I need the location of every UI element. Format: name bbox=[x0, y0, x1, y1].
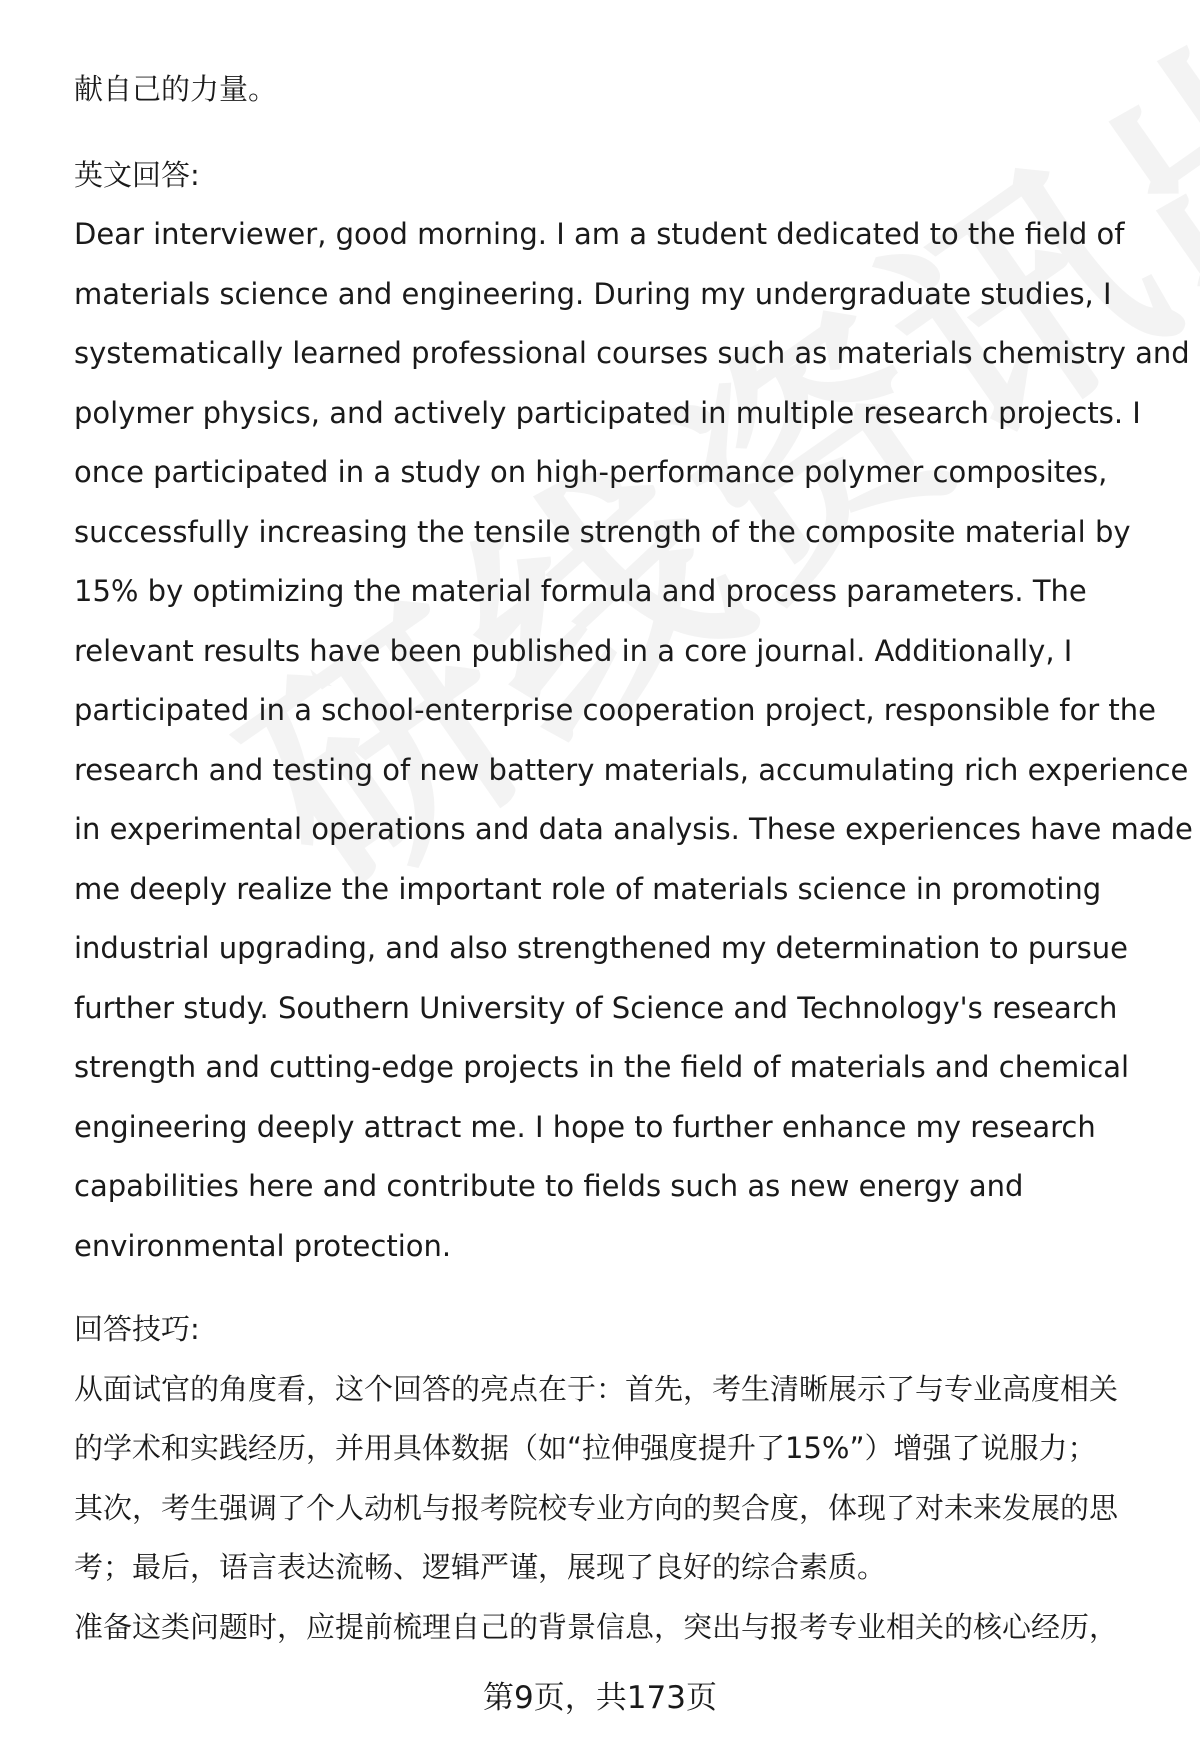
english-line: 15% by optimizing the material formula and process parameters. The bbox=[74, 574, 1087, 608]
tips-line: 从面试官的角度看，这个回答的亮点在于：首先，考生清晰展示了与专业高度相关 bbox=[74, 1371, 1119, 1406]
english-line: materials science and engineering. During my undergraduate studies, I bbox=[74, 276, 1112, 311]
tips-line: 准备这类问题时，应提前梳理自己的背景信息，突出与报考专业相关的核心经历， bbox=[74, 1609, 1119, 1644]
english-line: research and testing of new battery materials, accumulating rich experience bbox=[74, 752, 1189, 787]
tips-label: 回答技巧: bbox=[74, 1312, 200, 1346]
english-line: in experimental operations and data analysis. These experiences have made bbox=[74, 812, 1193, 846]
english-line: further study. Southern University of Science and Technology's research bbox=[74, 990, 1118, 1025]
english-line: capabilities here and contribute to fields such as new energy and bbox=[74, 1169, 1024, 1203]
english-line: relevant results have been published in a core journal. Additionally, I bbox=[74, 633, 1073, 668]
intro-tail: 献自己的力量。 bbox=[74, 72, 278, 106]
english-line: once participated in a study on high-performance polymer composites, bbox=[74, 455, 1108, 489]
english-line: Dear interviewer, good morning. I am a student dedicated to the field of bbox=[74, 217, 1125, 251]
english-answer-label: 英文回答: bbox=[74, 157, 200, 192]
english-line: participated in a school-enterprise cooperation project, responsible for the bbox=[74, 693, 1156, 727]
english-line: successfully increasing the tensile strength of the composite material by bbox=[74, 514, 1131, 549]
english-line: engineering deeply attract me. I hope to further enhance my research bbox=[74, 1109, 1096, 1144]
english-line: me deeply realize the important role of materials science in promoting bbox=[74, 871, 1102, 906]
english-line: strength and cutting-edge projects in the field of materials and chemical bbox=[74, 1050, 1130, 1084]
tips-body bbox=[74, 1360, 1154, 1658]
tips-line: 考；最后，语言表达流畅、逻辑严谨，展现了良好的综合素质。 bbox=[74, 1550, 887, 1584]
tips-line: 的学术和实践经历，并用具体数据（如“拉伸强度提升了15%”）增强了说服力； bbox=[74, 1431, 1097, 1465]
tips-line: 其次，考生强调了个人动机与报考院校专业方向的契合度，体现了对未来发展的思 bbox=[74, 1490, 1119, 1525]
english-line: polymer physics, and actively participated in multiple research projects. I bbox=[74, 395, 1141, 430]
english-answer-body bbox=[74, 205, 1193, 1276]
page-number-footer: 第9页，共173页 bbox=[483, 1680, 717, 1716]
page-content bbox=[74, 60, 1193, 1657]
english-line: industrial upgrading, and also strengthened my determination to pursue bbox=[74, 931, 1128, 965]
english-line: systematically learned professional courses such as materials chemistry and bbox=[74, 336, 1190, 370]
english-line: environmental protection. bbox=[74, 1228, 452, 1263]
